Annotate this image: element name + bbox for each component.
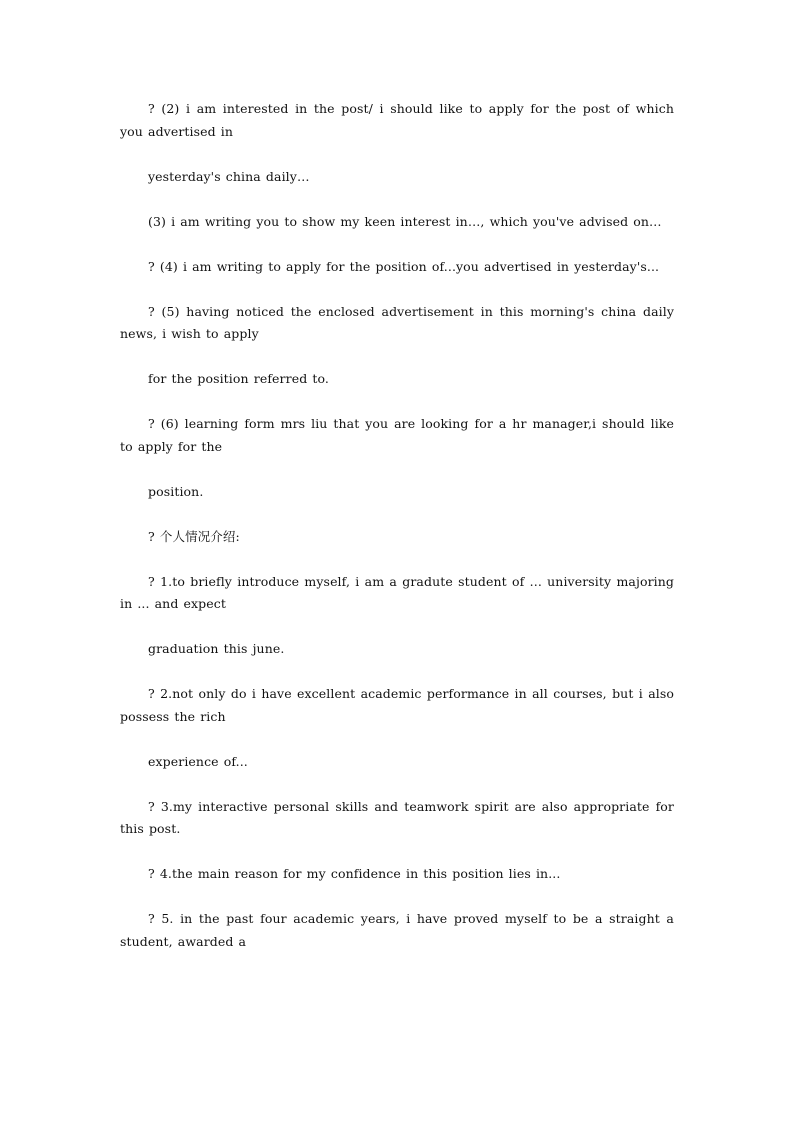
paragraph-11: graduation this june. (148, 641, 285, 656)
paragraph-3: (3) i am writing you to show my keen interest in…, which you've advised on… (148, 213, 662, 229)
paragraph-5: ? (5) having noticed the enclosed advertisement in this morning's china daily news, i wish to apply (120, 303, 674, 341)
paragraph-16: ? 5. in the past four academic years, i have proved myself to be a straight a student, awarded a (120, 911, 674, 949)
paragraph-13: experience of... (148, 753, 248, 769)
paragraph-9: ? 个人情况介绍: (148, 528, 240, 544)
paragraph-4: ? (4) i am writing to apply for the position of...you advertised in yesterday's... (148, 258, 660, 274)
paragraph-8: position. (148, 483, 204, 499)
paragraph-12: ? 2.not only do i have excellent academic performance in all courses, but i also possess the rich (120, 686, 674, 724)
paragraph-15: ? 4.the main reason for my confidence in this position lies in... (148, 866, 561, 881)
paragraph-14: ? 3.my interactive personal skills and teamwork spirit are also appropriate for this post. (120, 798, 674, 836)
paragraph-1: ? (2) i am interested in the post/ i should like to apply for the post of which you advertised in (120, 101, 674, 139)
paragraph-10: ? 1.to briefly introduce myself, i am a gradute student of ... university majoring in ... and expect (120, 573, 674, 611)
paragraph-6: for the position referred to. (148, 371, 329, 386)
paragraph-2: yesterday's china daily… (148, 168, 310, 184)
document-body (120, 98, 674, 976)
paragraph-7: ? (6) learning form mrs liu that you are looking for a hr manager,i should like to apply for the (120, 416, 674, 454)
